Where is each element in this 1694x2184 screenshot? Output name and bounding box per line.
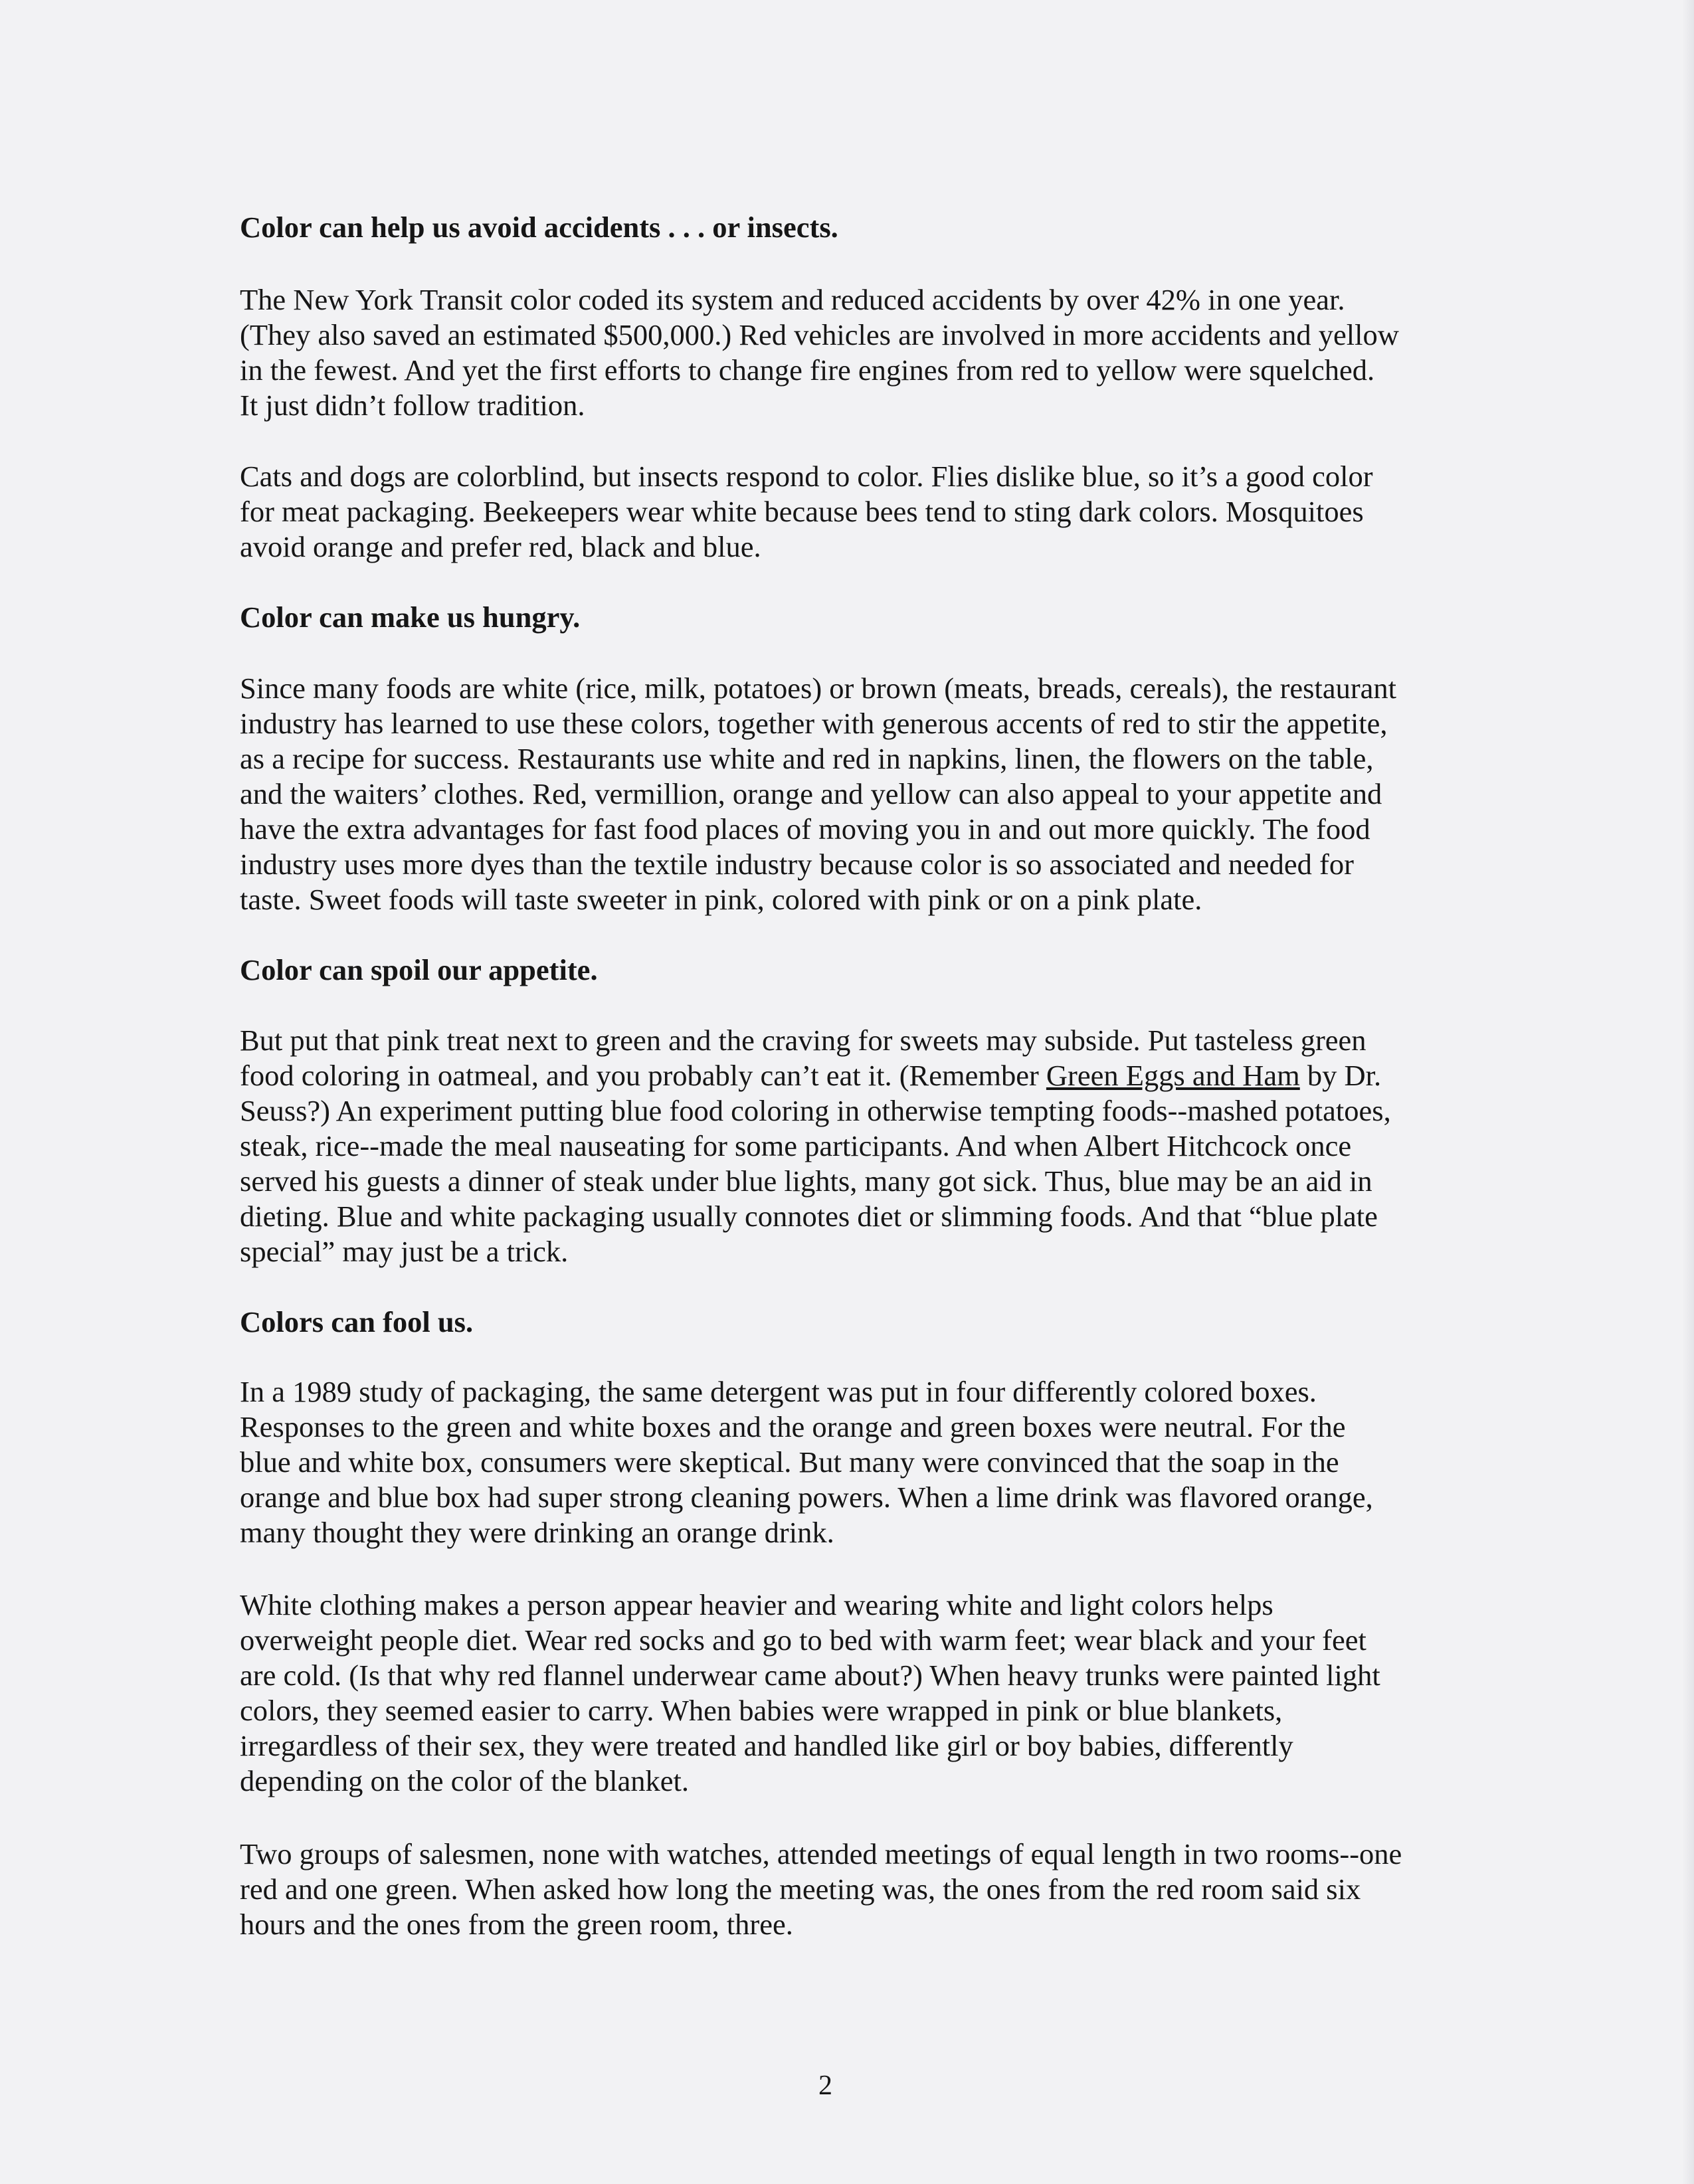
text-line: White clothing makes a person appear heavier and wearing white and light colors helps [240, 1588, 1273, 1621]
text-line: are cold. (Is that why red flannel underwear came about?) When heavy trunks were painted light [240, 1659, 1380, 1692]
text-line: orange and blue box had super strong cleaning powers. When a lime drink was flavored orange, [240, 1481, 1373, 1514]
text-line: and the waiters’ clothes. Red, vermillion, orange and yellow can also appeal to your appetite and [240, 777, 1382, 810]
text-line: dieting. Blue and white packaging usually connotes diet or slimming foods. And that “blue plate [240, 1200, 1378, 1233]
text-segment: by Dr. [1299, 1059, 1382, 1092]
section-heading [240, 600, 580, 635]
text-line: special” may just be a trick. [240, 1235, 569, 1268]
text-line: Color can help us avoid accidents . . . or insects. [240, 211, 838, 244]
text-line: Responses to the green and white boxes and the orange and green boxes were neutral. For the [240, 1410, 1346, 1443]
paragraph [240, 671, 1396, 917]
text-line: as a recipe for success. Restaurants use white and red in napkins, linen, the flowers on the table, [240, 742, 1374, 775]
text-line: Color can spoil our appetite. [240, 953, 598, 986]
text-line: Colors can fool us. [240, 1305, 474, 1338]
page-number: 2 [818, 2070, 832, 2101]
text-line: have the extra advantages for fast food places of moving you in and out more quickly. The food [240, 812, 1370, 846]
text-line: In a 1989 study of packaging, the same detergent was put in four differently colored boxes. [240, 1375, 1317, 1408]
text-line: many thought they were drinking an orange drink. [240, 1516, 834, 1549]
text-line: overweight people diet. Wear red socks and go to bed with warm feet; wear black and your feet [240, 1623, 1366, 1657]
text-line: Since many foods are white (rice, milk, potatoes) or brown (meats, breads, cereals), the restaurant [240, 672, 1397, 705]
text-line: Two groups of salesmen, none with watches, attended meetings of equal length in two rooms--one [240, 1837, 1402, 1870]
text-line: for meat packaging. Beekeepers wear white because bees tend to sting dark colors. Mosquitoes [240, 495, 1364, 528]
section-heading [240, 1305, 473, 1340]
text-line: It just didn’t follow tradition. [240, 389, 585, 422]
paragraph [240, 282, 1399, 423]
text-line: Color can make us hungry. [240, 600, 581, 634]
text-line: irregardless of their sex, they were treated and handled like girl or boy babies, differently [240, 1729, 1293, 1762]
paragraph [240, 459, 1373, 565]
text-line: steak, rice--made the meal nauseating for some participants. And when Albert Hitchcock once [240, 1129, 1352, 1162]
section-heading [240, 210, 838, 245]
text-line: avoid orange and prefer red, black and blue. [240, 530, 761, 563]
text-line: hours and the ones from the green room, three. [240, 1908, 793, 1941]
paragraph [240, 1023, 1391, 1269]
book-title: Green Eggs and Ham [1046, 1059, 1300, 1092]
section-heading [240, 953, 598, 988]
paragraph [240, 1374, 1373, 1550]
text-line [240, 1058, 1391, 1093]
paragraph [240, 1588, 1380, 1799]
text-line: The New York Transit color coded its system and reduced accidents by over 42% in one year. [240, 283, 1345, 316]
scan-edge [1682, 0, 1694, 2184]
text-line: Seuss?) An experiment putting blue food coloring in otherwise tempting foods--mashed potatoes, [240, 1094, 1391, 1127]
text-line: Cats and dogs are colorblind, but insects respond to color. Flies dislike blue, so it’s a good color [240, 460, 1373, 493]
text-line: taste. Sweet foods will taste sweeter in pink, colored with pink or on a pink plate. [240, 883, 1202, 916]
text-line: served his guests a dinner of steak under blue lights, many got sick. Thus, blue may be an aid in [240, 1164, 1372, 1198]
text-line: industry has learned to use these colors, together with generous accents of red to stir the appetite, [240, 707, 1388, 740]
text-line: industry uses more dyes than the textile industry because color is so associated and needed for [240, 848, 1354, 881]
text-line: (They also saved an estimated $500,000.) Red vehicles are involved in more accidents and yellow [240, 318, 1399, 351]
paragraph [240, 1837, 1402, 1942]
text-line: in the fewest. And yet the first efforts to change fire engines from red to yellow were squelched. [240, 353, 1375, 387]
text-line: red and one green. When asked how long the meeting was, the ones from the red room said six [240, 1872, 1361, 1906]
text-segment: food coloring in oatmeal, and you probably can’t eat it. (Remember [240, 1059, 1046, 1092]
text-line: blue and white box, consumers were skeptical. But many were convinced that the soap in the [240, 1445, 1339, 1479]
text-line: But put that pink treat next to green and the craving for sweets may subside. Put tasteless green [240, 1024, 1366, 1057]
text-line: colors, they seemed easier to carry. When babies were wrapped in pink or blue blankets, [240, 1694, 1283, 1727]
text-line: depending on the color of the blanket. [240, 1764, 689, 1797]
